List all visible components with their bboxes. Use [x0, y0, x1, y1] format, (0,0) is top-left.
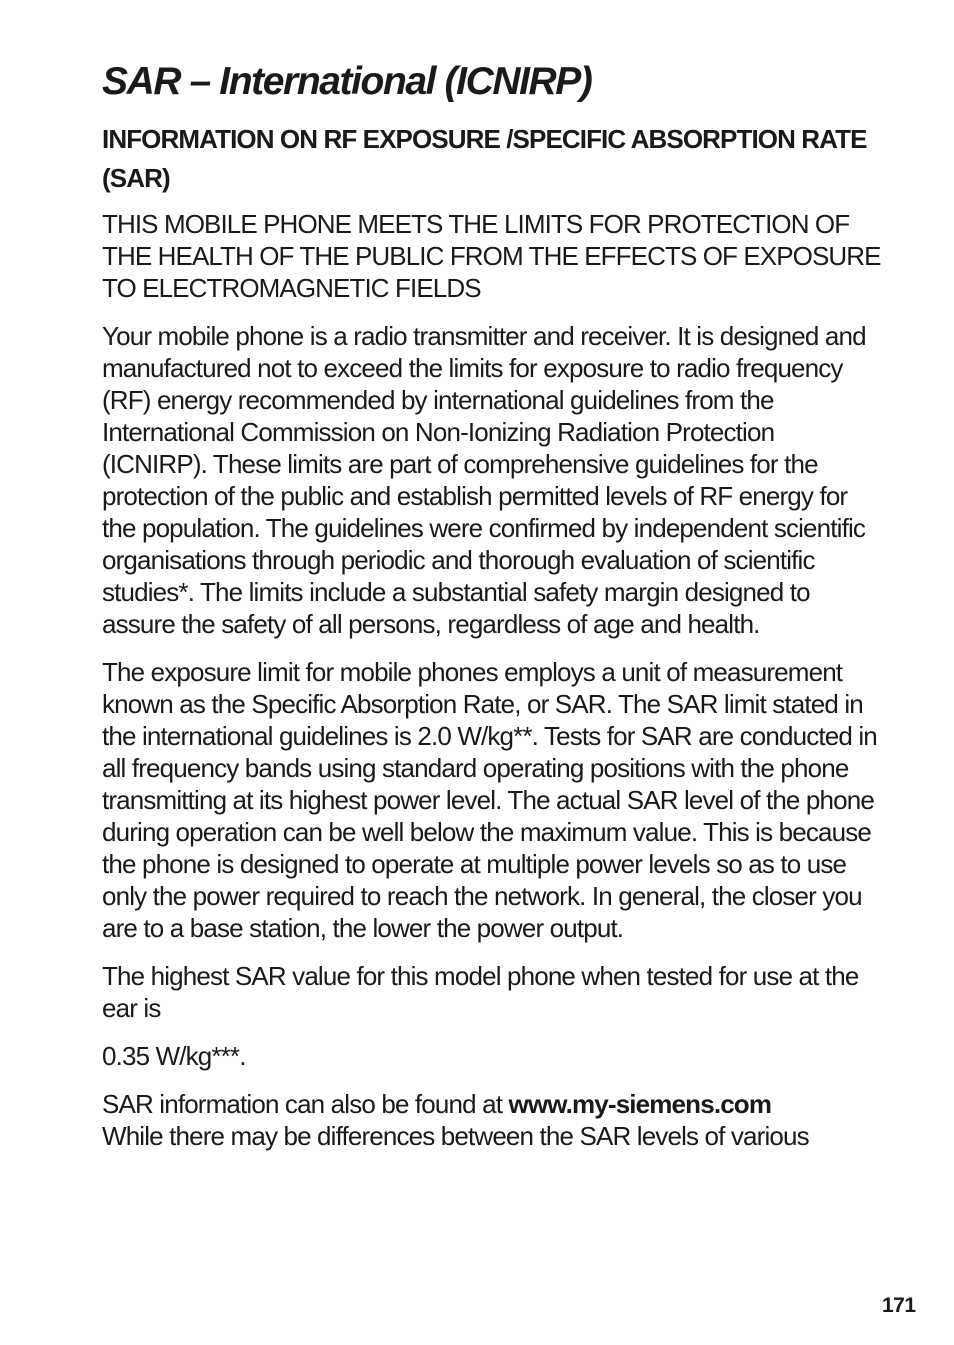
paragraph-exposure-limit: The exposure limit for mobile phones employs a unit of measurement known as the Specific Absorption Rate, or SAR. The SAR limit stated in the international guidelines is 2.0 W/kg**. Tests for SAR are conducted in all frequency bands using standard operating positions with the phone transmitting at its highest power level. The actual SAR level of the phone during operation can be well below the maximum value. This is because the phone is designed to operate at multiple power levels so as to use only the power required to reach the network. In general, the closer you are to a base station, the lower the power output.	[102, 657, 877, 943]
paragraph-highest-sar: The highest SAR value for this model phone when tested for use at the ear is	[102, 961, 859, 1023]
paragraph-sar-info	[102, 1088, 882, 1152]
page-number: 171	[882, 1294, 916, 1317]
page-title: SAR – International (ICNIRP)	[102, 60, 592, 103]
section-heading: INFORMATION ON RF EXPOSURE /SPECIFIC ABSORPTION RATE (SAR)	[102, 124, 867, 193]
sar-value: 0.35 W/kg***.	[102, 1041, 246, 1071]
paragraph-radio-transmitter: Your mobile phone is a radio transmitter and receiver. It is designed and manufactured not to exceed the limits for exposure to radio frequency (RF) energy recommended by international guidelines from the International Commission on Non-Ionizing Radiation Protection (ICNIRP). These limits are part of comprehensive guidelines for the protection of the public and establish permitted levels of RF energy for the population. The guidelines were confirmed by independent scientific organisations through periodic and thorough evaluation of scientific studies*. The limits include a substantial safety margin designed to assure the safety of all persons, regardless of age and health.	[102, 321, 866, 639]
sar-info-prefix: SAR information can also be found at	[102, 1089, 509, 1119]
siemens-website-link[interactable]: www.my-siemens.com	[508, 1089, 772, 1119]
document-page	[102, 52, 882, 1168]
intro-statement: THIS MOBILE PHONE MEETS THE LIMITS FOR PROTECTION OF THE HEALTH OF THE PUBLIC FROM THE EFFECTS OF EXPOSURE TO ELECTROMAGNETIC FIELDS	[102, 209, 881, 303]
sar-info-continuation: While there may be differences between the SAR levels of various	[102, 1121, 809, 1151]
